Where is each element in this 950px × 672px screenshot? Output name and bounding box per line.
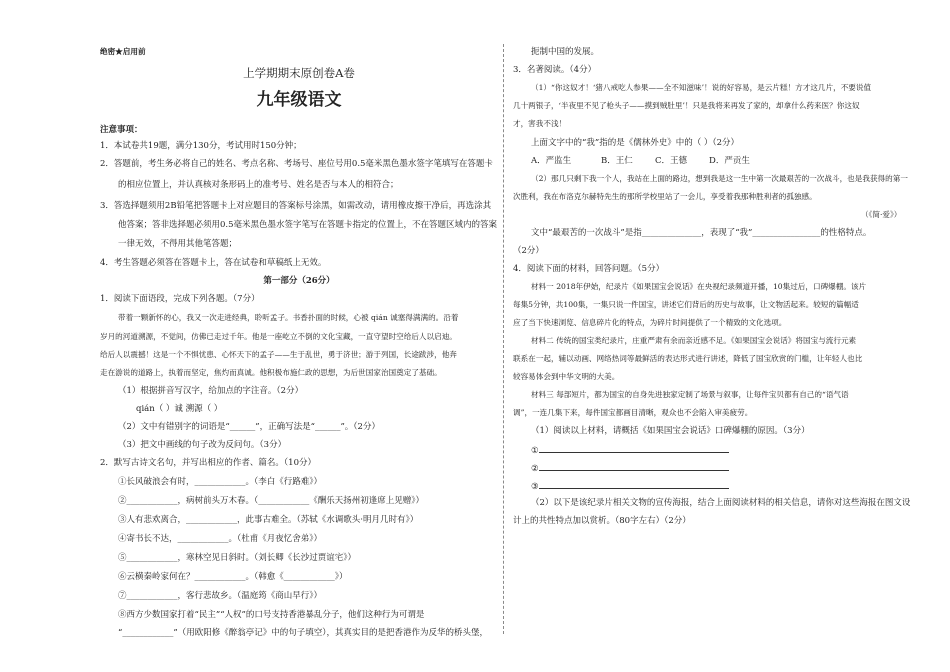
answer-marker: ② <box>531 464 539 474</box>
q1-stem: 1．阅读下面语段，完成下列各题。（7分） <box>100 294 260 304</box>
q2-item: ①长风破浪会有时，____________。（李白《行路难》） <box>118 477 323 487</box>
q3-source: （《简·爱》） <box>861 210 902 219</box>
q1-sub2: （2）文中有错别字的词语是“______”，正确写法是“______”。（2分） <box>118 422 380 432</box>
q1-passage-line: 给后人以震撼！这是一个不惧忧患、心怀天下的孟子——生于乱世，勇于济世；游于列国，长途跋涉，他奔 <box>100 350 457 359</box>
q4-material2-line: 材料二 传统的国宝类纪录片，庄重严肃有余而亲近感不足。《如果国宝会说话》将国宝与流行元素 <box>531 336 857 345</box>
q3-passage2-line: （2）那几只剩下我一个人，我站在上面的路边，想到我是这一生中第一次最艰苦的一次战斗，也是我获得的第一 <box>531 174 908 183</box>
q2-continuation: 扼制中国的发展。 <box>531 47 600 57</box>
q3-stem: 3．名著阅读。（4分） <box>513 65 597 75</box>
q4-sub2-line: 计上的共性特点加以赏析。（80字左右）（2分） <box>513 516 691 526</box>
note-item: 一律无效，不得用其他笔答题； <box>118 239 238 249</box>
answer-blank <box>539 462 729 471</box>
q4-stem: 4．阅读下面的材料，回答问题。（5分） <box>513 264 665 274</box>
q1-sub3: （3）把文中画线的句子改为反问句。（3分） <box>118 440 287 450</box>
q3-passage-line: 才，害我不浅！ <box>513 119 567 128</box>
q1-passage-line: 岁月的河道溯源，不觉间，仿佛已走过千年。他是一座屹立不倒的文化宝藏，一直守望时空给后人以启迪。 <box>100 332 457 341</box>
q4-material2-line: 联系在一起，辅以动画、网络热词等最鲜活的表达形式进行讲述，降低了国宝欣赏的门槛，让年轻人也比 <box>513 354 863 363</box>
answer-marker: ③ <box>531 482 539 492</box>
q1-passage-line: 带着一颗新怀的心，我又一次走进经典，聆听孟子。书香扑面的时候，心被 qián 诚塞得满满的。沿着 <box>118 313 459 322</box>
q2-stem: 2．默写古诗文名句，并写出相应的作者、篇名。（10分） <box>100 458 316 468</box>
note-item: 4．考生答题必须答在答题卡上，答在试卷和草稿纸上无效。 <box>100 258 327 268</box>
q4-sub2-line: （2）以下是该纪录片相关文物的宣传海报，结合上面阅读材料的相关信息，请你对这些海报在图文设 <box>531 498 911 508</box>
subject-title: 九年级语文 <box>256 90 342 110</box>
note-item: 1．本试卷共19题，满分130分，考试用时150分钟； <box>100 141 302 151</box>
part-one-heading: 第一部分（26分） <box>263 276 335 286</box>
q2-item: ⑤____________，寒林空见日斜时。（刘长卿《长沙过贾谊宅》） <box>118 553 357 563</box>
q2-item: ③人有悲欢离合，____________，此事古难全。（苏轼《水调歌头·明月几时有》） <box>118 515 419 525</box>
q4-material3-line: 调”，一连几集下来，每件国宝都画目清晰，观众也不会陷入审美疲劳。 <box>513 408 753 417</box>
q3-passage-line: 几十两银子，‘半夜里不见了枪头子——摸到贼肚里’！只是我将来再发了家的，却拿什么药来医？你这奴 <box>513 101 860 110</box>
q4-sub1: （1）阅读以上材料，请概括《如果国宝会说话》口碑爆棚的原因。（3分） <box>531 426 810 436</box>
answer-line-2 <box>531 462 729 474</box>
q2-item: ⑥云横秦岭家何在？____________。（韩愈《____________》） <box>118 572 348 582</box>
q2-item: “____________”（用欧阳修《醉翁亭记》中的句子填空），其真实目的是把香港作为反华的桥头堡， <box>118 628 488 638</box>
q2-item: ⑦____________，客行悲故乡。（温庭筠《商山早行》） <box>118 591 323 601</box>
q3-question1: 上面文字中的“我”指的是《儒林外史》中的（ ）（2分） <box>531 138 740 148</box>
secret-label: 绝密★启用前 <box>100 47 146 56</box>
answer-blank <box>539 444 729 453</box>
q1-sub1-items: qián（ ）诚 溯源（ ） <box>136 404 223 414</box>
exam-title: 上学期期末原创卷A卷 <box>243 66 355 80</box>
q4-material1-line: 应了当下快速浏览、信息碎片化的特点，为碎片时间提供了一个精致的文化选项。 <box>513 318 787 327</box>
q4-material3-line: 材料三 每部短片，都为国宝的自身先进独家定制了场景与叙事，让每件宝贝都有自己的“语气语 <box>531 390 849 399</box>
q3-option-b: B．王仁 <box>601 156 633 166</box>
note-item: 的相应位置上，并认真核对条形码上的准考号、姓名是否与本人的相符合； <box>118 180 399 190</box>
q2-item: ⑧西方少数国家打着“民主”“人权”的口号支持香港暴乱分子，他们这种行为可谓是 <box>118 610 425 620</box>
q2-item: ④寄书长不达，____________。（杜甫《月夜忆舍弟》） <box>118 534 323 544</box>
answer-line-3 <box>531 480 729 492</box>
answer-blank <box>539 480 729 489</box>
answer-line-1 <box>531 444 729 456</box>
q2-item: ②____________，病树前头万木春。（____________《酬乐天扬州初逢席上见赠》） <box>118 496 425 506</box>
column-divider <box>503 44 504 634</box>
q3-option-d: D．严贡生 <box>709 156 750 166</box>
q3-passage2-line: 次胜利，我在布洛克尔赫特先生的那所学校里站了一会儿，享受着我那种胜利者的孤独感。 <box>513 192 817 201</box>
notes-title: 注意事项： <box>100 125 143 135</box>
q3-question2: 文中“最艰苦的一次战斗”是指______________，表现了“我”________________的性格特点。 <box>531 228 872 238</box>
note-item: 3．答选择题须用2B铅笔把答题卡上对应题目的答案标号涂黑，如需改动，请用橡皮擦干净后，再选涂其 <box>100 201 492 211</box>
note-item: 他答案；答非选择题必须用0.5毫米黑色墨水签字笔写在答题卡指定的位置上，不在答题区域内的答案 <box>118 220 498 230</box>
answer-marker: ① <box>531 446 539 456</box>
q3-option-a: A．严监生 <box>531 156 572 166</box>
q3-passage-line: （1）“你这奴才！‘猪八戒吃人参果——全不知滋味’！说的好容易，是云片糕！方才这几片，不要说值 <box>531 83 872 92</box>
q3-option-c: C．王德 <box>655 156 688 166</box>
q4-material1-line: 每集5分钟，共100集，一集只说一件国宝，讲述它们背后的历史与故事，让文物活起来。较短的篇幅适 <box>513 300 859 309</box>
q1-sub1: （1）根据拼音写汉字，给加点的字注音。（2分） <box>118 386 304 396</box>
q4-material2-line: 较容易体会到中华文明的大美。 <box>513 372 620 381</box>
q4-material1-line: 材料一 2018年伊始，纪录片《如果国宝会说话》在央视纪录频道开播，10集过后，口碑爆棚。该片 <box>531 282 867 291</box>
q3-question2-score: （2分） <box>513 246 544 256</box>
note-item: 2．答题前，考生务必将自己的姓名、考点名称、考场号、座位号用0.5毫米黑色墨水签字笔填写在答题卡 <box>100 159 493 169</box>
q1-passage-line: 走在游说的道路上，执着而坚定，焦灼而真诚。他积极布施仁政的思想，为后世国家治国奠定了基础。 <box>100 368 442 377</box>
